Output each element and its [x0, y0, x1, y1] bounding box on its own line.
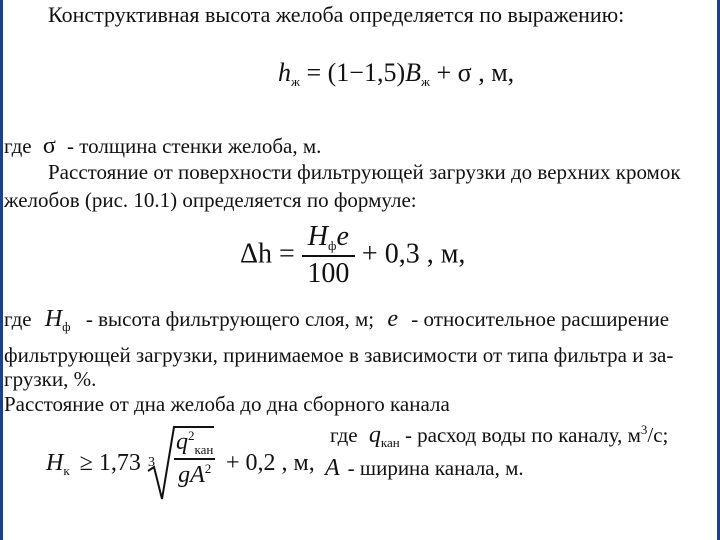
definition-line1: где $H_ф$ - высота фильтрующего слоя, м; e - относительное расширение: [4, 306, 670, 334]
formula-delta-h: Δh = $\frac{H_фe}{100}$ + 0,3 , м,: [240, 221, 466, 290]
a-definition: A - ширина канала, м.: [325, 455, 524, 481]
sigma-definition: где σ - толщина стенки желоба, м.: [4, 133, 322, 159]
definition-line3: грузки, %.: [4, 367, 97, 391]
definition-line2: фильтрующей загрузки, принимаемое в зависимости от типа фильтра и за-: [4, 343, 674, 367]
paragraph2-line2: желобов (рис. 10.1) определяется по формуле:: [4, 188, 417, 212]
q-definition: где $q_{кан}$ - расход воды по каналу, $м^3/с$;: [330, 422, 669, 450]
fraction: $\frac{H_фe}{100}$: [302, 222, 355, 290]
formula-trough-height: $h_ж = (1-1,5)B_ж + \sigma$ , м,: [278, 58, 515, 89]
left-border: [0, 0, 3, 540]
paragraph3: Расстояние от дна желоба до дна сборного канала: [4, 392, 450, 416]
formula-channel-height: $H_к \ge 1,73$ 3 $q^2_{кан}$ $gA^2$ + 0,2 , м,: [46, 425, 321, 505]
paragraph2-line1: Расстояние от поверхности фильтрующей загрузки до верхних кромок: [48, 160, 681, 184]
radicand-fraction: $q^2_{кан}$ $gA^2$: [176, 428, 214, 489]
heading-line: Конструктивная высота желоба определяется по выражению:: [48, 2, 625, 27]
